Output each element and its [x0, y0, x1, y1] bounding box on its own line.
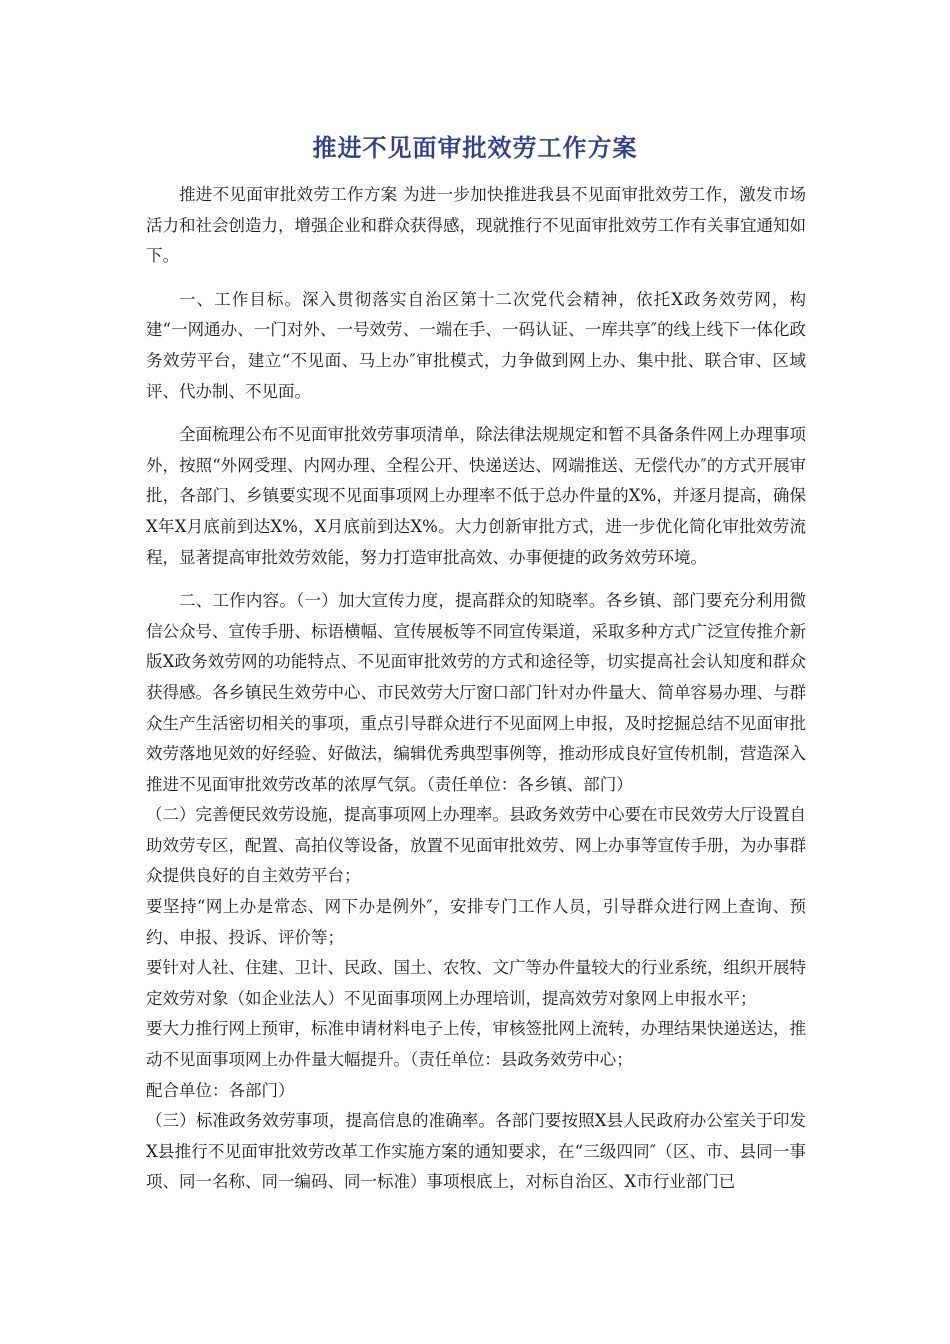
paragraph-training: 要针对人社、住建、卫计、民政、国土、农牧、文广等办件量较大的行业系统，组织开展特定效劳对象（如企业法人）不见面事项网上办理培训，提高效劳对象网上申报水平；: [146, 958, 806, 1008]
paragraph-content-3: （三）标准政务效劳事项，提高信息的准确率。各部门要按照X县人民政府办公室关于印发X县推行不见面审批效劳改革工作实施方案的通知要求，在“三级四同″（区、市、县同一事项、同一名称、同一编码、同一标准）事项根底上，对标自治区、X市行业部门已: [146, 1111, 806, 1192]
paragraph-content-2: （二）完善便民效劳设施，提高事项网上办理率。县政务效劳中心要在市民效劳大厅设置自助效劳专区，配置、高拍仪等设备，放置不见面审批效劳、网上办事等宣传手册，为办事群众提供良好的自主效劳平台；: [146, 805, 806, 886]
paragraph-goals: 一、工作目标。深入贯彻落实自治区第十二次党代会精神，依托X政务效劳网，构建“一网通办、一门对外、一号效劳、一端在手、一码认证、一库共享″的线上线下一体化政务效劳平台，建立“不见面、马上办″审批模式，力争做到网上办、集中批、联合审、区域评、代办制、不见面。: [146, 289, 806, 401]
paragraph-cooperating-units: 配合单位：各部门）: [146, 1080, 295, 1100]
paragraph-online-review: 要大力推行网上预审，标准申请材料电子上传，审核签批网上流转，办理结果快递送达，推动不见面事项网上办件量大幅提升。（责任单位：县政务效劳中心；: [146, 1019, 806, 1070]
paragraph-intro: 推进不见面审批效劳工作方案 为进一步加快推进我县不见面审批效劳工作，激发市场活力和社会创造力，增强企业和群众获得感，现就推行不见面审批效劳工作有关事宜通知如下。: [146, 185, 806, 266]
document-body: [146, 180, 806, 1198]
paragraph-review-list: 全面梳理公布不见面审批效劳事项清单，除法律法规规定和暂不具备条件网上办理事项外，按照“外网受理、内网办理、全程公开、快递送达、网端推送、无偿代办″的方式开展审批，各部门、乡镇要实现不见面事项网上办理率不低于总办件量的X%，并逐月提高，确保X年X月底前到达X%，X月底前到达X%。大力创新审批方式，进一步优化简化审批效劳流程，显著提高审批效劳效能，努力打造审批高效、办事便捷的政务效劳环境。: [146, 425, 806, 567]
paragraph-content-1: 二、工作内容。（一）加大宣传力度，提高群众的知晓率。各乡镇、部门要充分利用微信公众号、宣传手册、标语横幅、宣传展板等不同宣传渠道，采取多种方式广泛宣传推介新版X政务效劳网的功能特点、不见面审批效劳的方式和途径等，切实提高社会认知度和群众获得感。各乡镇民生效劳中心、市民效劳大厅窗口部门针对办件量大、简单容易办理、与群众生产生活密切相关的事项，重点引导群众进行不见面网上申报，及时挖掘总结不见面审批效劳落地见效的好经验、好做法，编辑优秀典型事例等，推动形成良好宣传机制，营造深入推进不见面审批效劳改革的浓厚气氛。（责任单位：各乡镇、部门）: [146, 591, 806, 794]
paragraph-online-normal: 要坚持“网上办是常态、网下办是例外″，安排专门工作人员，引导群众进行网上查询、预约、申报、投诉、评价等；: [146, 897, 806, 947]
document-title: 推进不见面审批效劳工作方案: [312, 134, 638, 162]
